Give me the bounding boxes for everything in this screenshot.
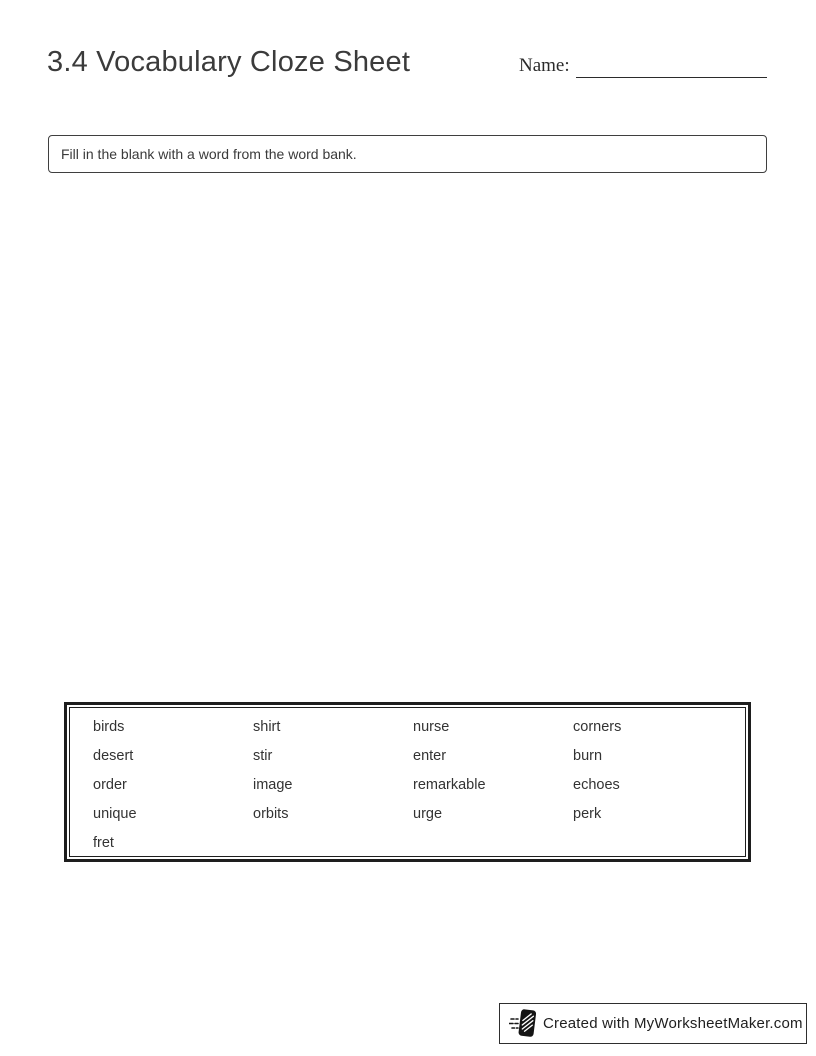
footer-credit (499, 1003, 807, 1044)
word-bank-word: stir (253, 748, 273, 764)
name-field (519, 51, 767, 78)
word-bank-word: image (253, 777, 293, 793)
word-bank-word: echoes (573, 777, 620, 793)
word-bank-word: urge (413, 806, 443, 822)
word-bank-word: shirt (253, 719, 281, 735)
flying-worksheet-icon (509, 1009, 536, 1038)
word-bank-word: birds (93, 719, 125, 735)
instruction-box (48, 135, 767, 173)
word-bank-word: order (93, 777, 127, 793)
word-bank-word: perk (573, 806, 602, 822)
page-title: 3.4 Vocabulary Cloze Sheet (47, 46, 411, 78)
word-bank-word: remarkable (413, 777, 486, 793)
word-bank-word: nurse (413, 719, 450, 735)
word-bank-word: orbits (253, 806, 289, 822)
credit-text: Created with MyWorksheetMaker.com (543, 1015, 803, 1032)
word-bank-word: fret (93, 835, 114, 851)
name-blank-line (576, 51, 767, 78)
word-bank (64, 702, 751, 862)
instruction-text: Fill in the blank with a word from the word bank. (61, 146, 357, 162)
word-bank-word: desert (93, 748, 134, 764)
name-label: Name: (519, 55, 570, 76)
word-bank-grid (69, 707, 746, 857)
word-bank-word: corners (573, 719, 622, 735)
word-bank-word: unique (93, 806, 137, 822)
word-bank-word: burn (573, 748, 603, 764)
word-bank-word: enter (413, 748, 447, 764)
